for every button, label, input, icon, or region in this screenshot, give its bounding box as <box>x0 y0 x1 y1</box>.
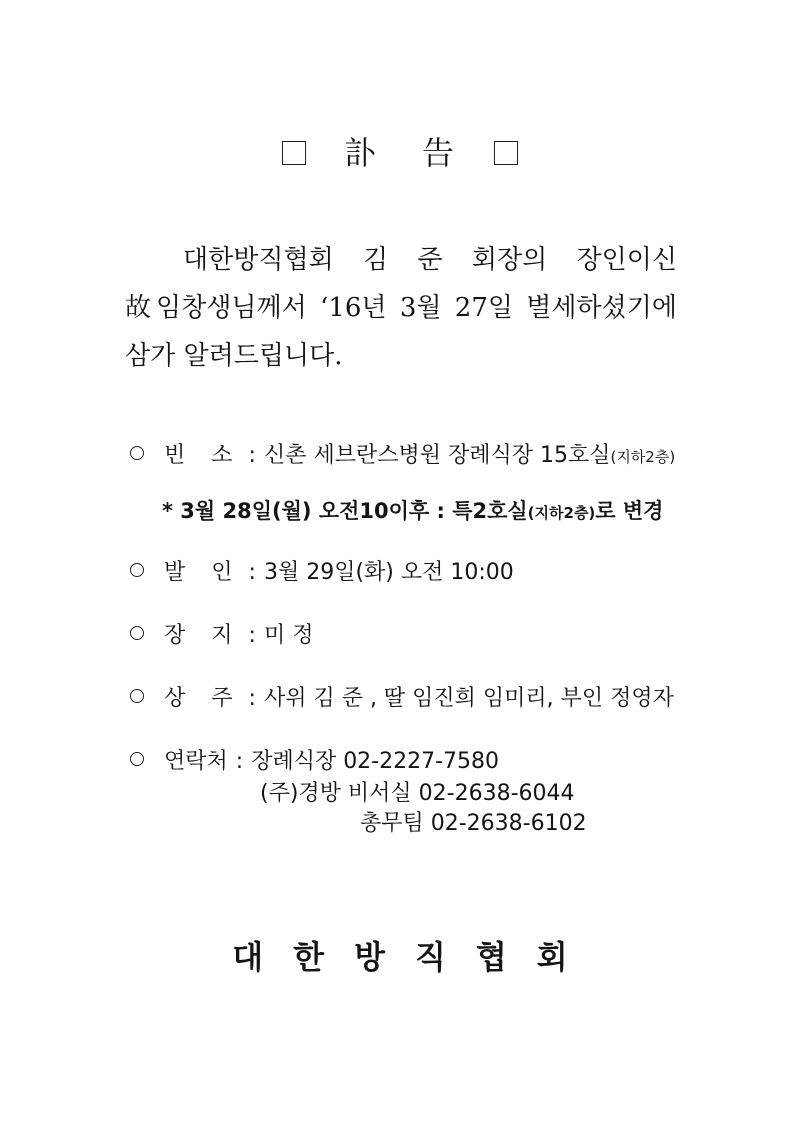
square-icon <box>494 141 518 165</box>
item-contact: 연락처 : 장례식장 02-2227-7580 <box>130 744 499 775</box>
item-label: 상 주 <box>164 686 233 711</box>
contact-line-1: 장례식장 02-2227-7580 <box>251 749 500 774</box>
item-sangju: 상 주 : 사위 김 준 , 딸 임진희 임미리, 부인 정영자 <box>130 681 674 712</box>
circle-bullet-icon <box>130 689 144 703</box>
page-title <box>0 128 800 174</box>
circle-bullet-icon <box>130 752 144 766</box>
binso-change-note: * 3월 28일(월) 오전10이후 : 특2호실(지하2층)로 변경 <box>162 499 664 523</box>
intro-line-1: 대한방직협회 김 준 회장의 장인이신 <box>183 245 677 275</box>
intro-paragraph <box>125 236 677 380</box>
title-char-2: 告 <box>422 134 457 172</box>
square-icon <box>282 141 306 165</box>
item-jangji: 장 지 : 미 정 <box>130 618 313 649</box>
item-value-small: (지하2층) <box>610 448 676 466</box>
intro-line-3: 삼가 알려드립니다. <box>125 341 343 371</box>
circle-bullet-icon <box>130 626 144 640</box>
item-value: 미 정 <box>263 623 314 648</box>
item-label: 빈 소 <box>164 443 233 468</box>
contact-line-2: (주)경방 비서실 02-2638-6044 <box>260 781 575 806</box>
organization-signature: 대한방직협회 <box>232 938 598 976</box>
contact-line-3: 총무팀 02-2638-6102 <box>360 811 587 836</box>
item-label: 장 지 <box>164 623 233 648</box>
item-binso: 빈 소 : 신촌 세브란스병원 장례식장 15호실(지하2층) <box>130 438 675 469</box>
item-value: 3월 29일(화) 오전 10:00 <box>263 560 514 585</box>
item-value: 사위 김 준 , 딸 임진희 임미리, 부인 정영자 <box>263 686 674 711</box>
item-label: 연락처 <box>164 749 228 774</box>
circle-bullet-icon <box>130 446 144 460</box>
item-label: 발 인 <box>164 560 233 585</box>
item-value: 신촌 세브란스병원 장례식장 15호실 <box>263 443 611 468</box>
circle-bullet-icon <box>130 563 144 577</box>
item-balin: 발 인 : 3월 29일(화) 오전 10:00 <box>130 555 514 586</box>
title-char-1: 訃 <box>343 134 378 172</box>
intro-line-2: 故임창생님께서 ‘16년 3월 27일 별세하셨기에 <box>125 293 677 323</box>
